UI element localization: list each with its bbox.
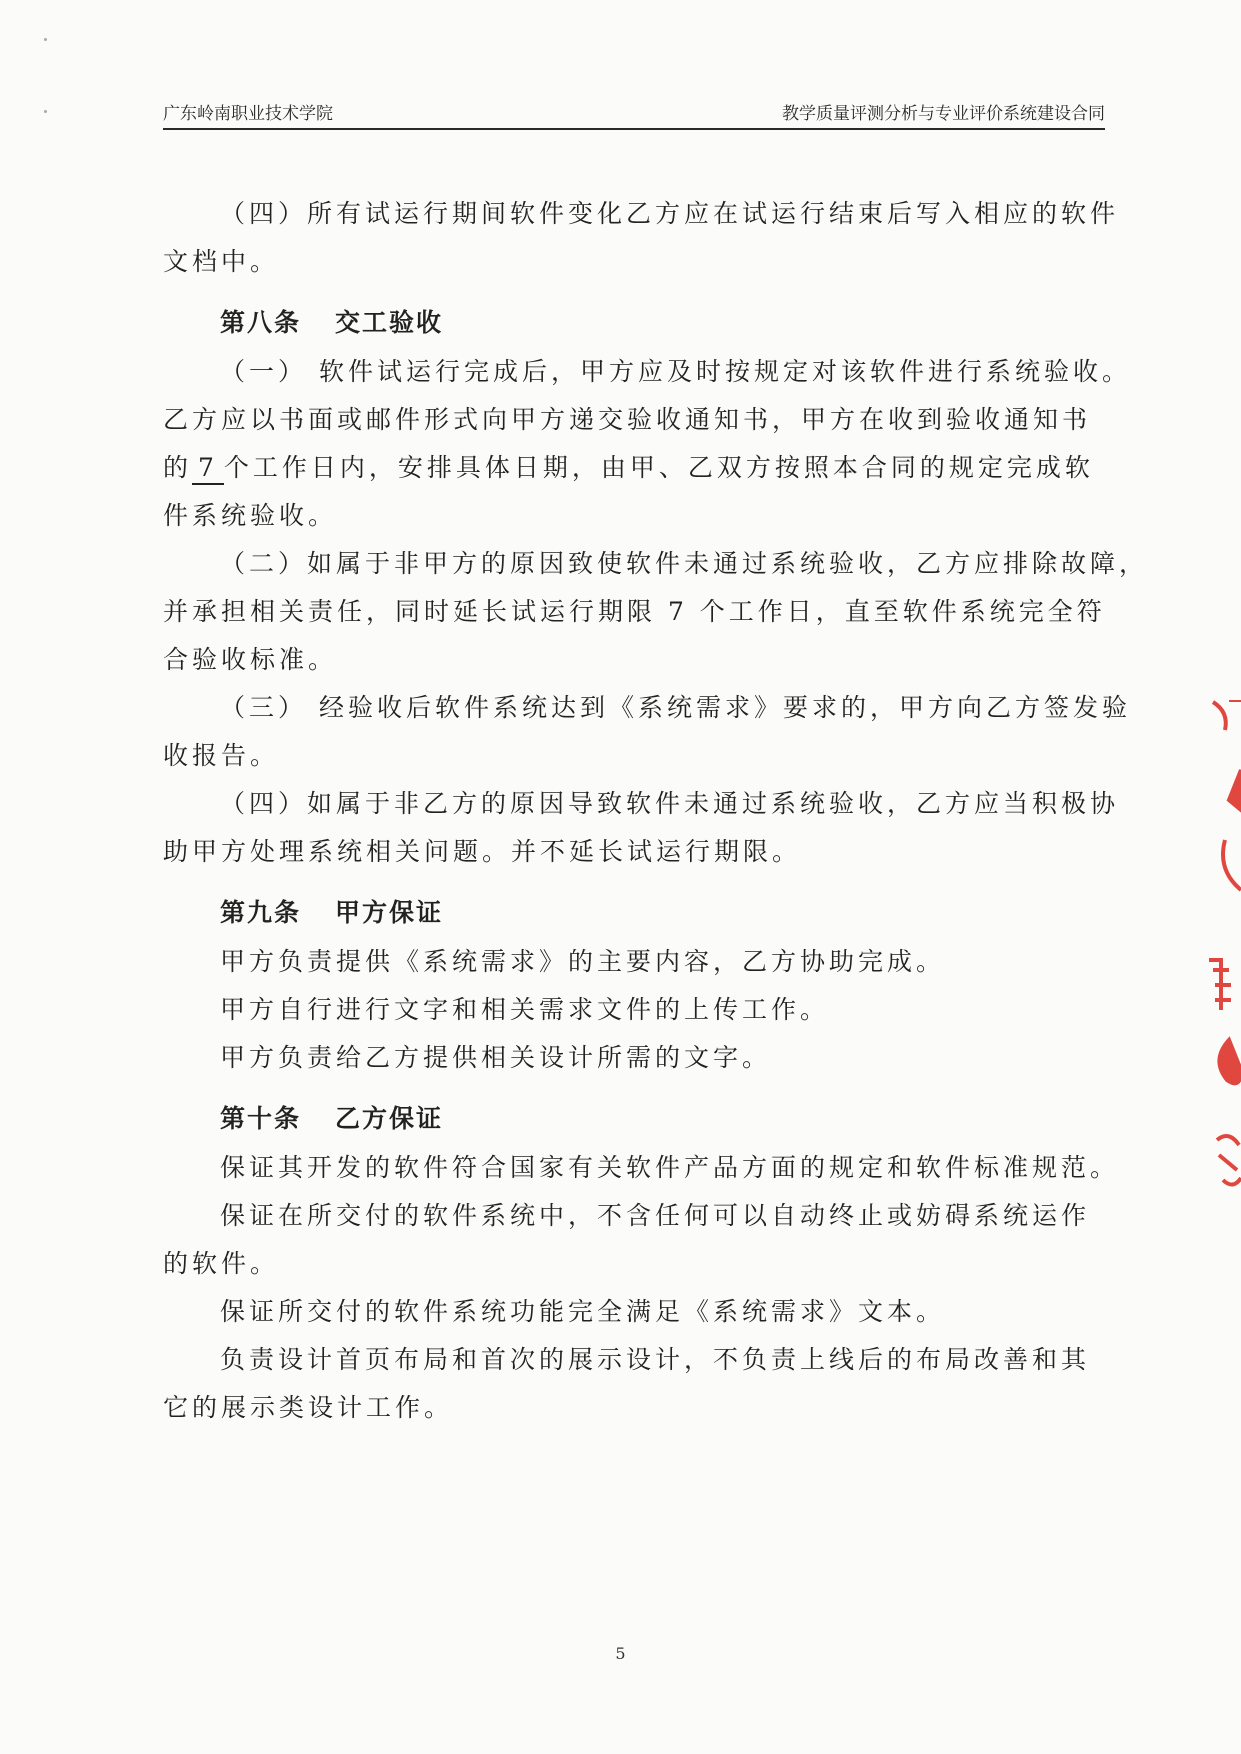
document-body <box>163 190 1149 1432</box>
trial-clause-4-line: （四）所有试运行期间软件变化乙方应在试运行结束后写入相应的软件 <box>220 199 1120 228</box>
article-9-line: 甲方负责给乙方提供相关设计所需的文字。 <box>220 1043 772 1072</box>
page-number: 5 <box>615 1644 626 1663</box>
article-9-heading <box>163 888 1113 938</box>
clause-text: 个工作日内，安排具体日期，由甲、乙双方按照本合同的规定完成软 <box>223 453 1094 482</box>
article-8-clause-1-line: 件系统验收。 <box>163 501 338 530</box>
article-10-line: 保证所交付的软件系统功能完全满足《系统需求》文本。 <box>220 1297 946 1326</box>
article-8-clause-2-line: 并承担相关责任，同时延长试运行期限 7 个工作日，直至软件系统完全符 <box>163 597 1106 626</box>
header-contract-title: 教学质量评测分析与专业评价系统建设合同 <box>782 104 1105 124</box>
article-8-clause-3-line: 收报告。 <box>163 741 280 770</box>
article-8-clause-1-line: 乙方应以书面或邮件形式向甲方递交验收通知书，甲方在收到验收通知书 <box>163 405 1092 434</box>
article-8-clause-4-line: 助甲方处理系统相关问题。并不延长试运行期限。 <box>163 837 802 866</box>
article-9-line: 甲方自行进行文字和相关需求文件的上传工作。 <box>220 995 830 1024</box>
article-10-line: 保证其开发的软件符合国家有关软件产品方面的规定和软件标准规范。 <box>220 1153 1120 1182</box>
article-10-line: 负责设计首页布局和首次的展示设计，不负责上线后的布局改善和其 <box>220 1345 1091 1374</box>
article-8-clause-1-line <box>163 444 1113 492</box>
article-8-clause-4-line: （四）如属于非乙方的原因导致软件未通过系统验收，乙方应当积极协 <box>220 789 1120 818</box>
article-title: 乙方保证 <box>335 1104 444 1133</box>
article-8-clause-3-line: （三） 经验收后软件系统达到《系统需求》要求的，甲方向乙方签发验 <box>220 693 1131 722</box>
article-number: 第八条 <box>220 308 302 337</box>
article-number: 第十条 <box>220 1104 302 1133</box>
header-institution: 广东岭南职业技术学院 <box>163 104 333 124</box>
article-8-clause-1-line: （一） 软件试运行完成后，甲方应及时按规定对该软件进行系统验收。 <box>220 357 1131 386</box>
article-title: 甲方保证 <box>335 898 444 927</box>
article-10-heading <box>163 1094 1113 1144</box>
scan-speck <box>44 110 47 113</box>
clause-text: 的 <box>163 453 193 482</box>
seal-icon <box>1199 700 1241 1220</box>
article-9-line: 甲方负责提供《系统需求》的主要内容，乙方协助完成。 <box>220 947 946 976</box>
trial-clause-4-line: 文档中。 <box>163 247 280 276</box>
red-seal-fragment <box>1199 700 1241 1220</box>
article-10-line: 保证在所交付的软件系统中，不含任何可以自动终止或妨碍系统运作 <box>220 1201 1091 1230</box>
article-8-clause-2-line: 合验收标准。 <box>163 645 338 674</box>
article-number: 第九条 <box>220 898 302 927</box>
article-title: 交工验收 <box>335 308 444 337</box>
page-header <box>163 100 1105 130</box>
article-8-heading <box>163 298 1113 348</box>
article-10-line: 的软件。 <box>163 1249 280 1278</box>
underlined-days-value: 7 <box>192 453 224 485</box>
article-8-clause-2-line: （二）如属于非甲方的原因致使软件未通过系统验收，乙方应排除故障， <box>220 549 1149 578</box>
article-10-line: 它的展示类设计工作。 <box>163 1393 454 1422</box>
scan-speck <box>44 38 47 41</box>
